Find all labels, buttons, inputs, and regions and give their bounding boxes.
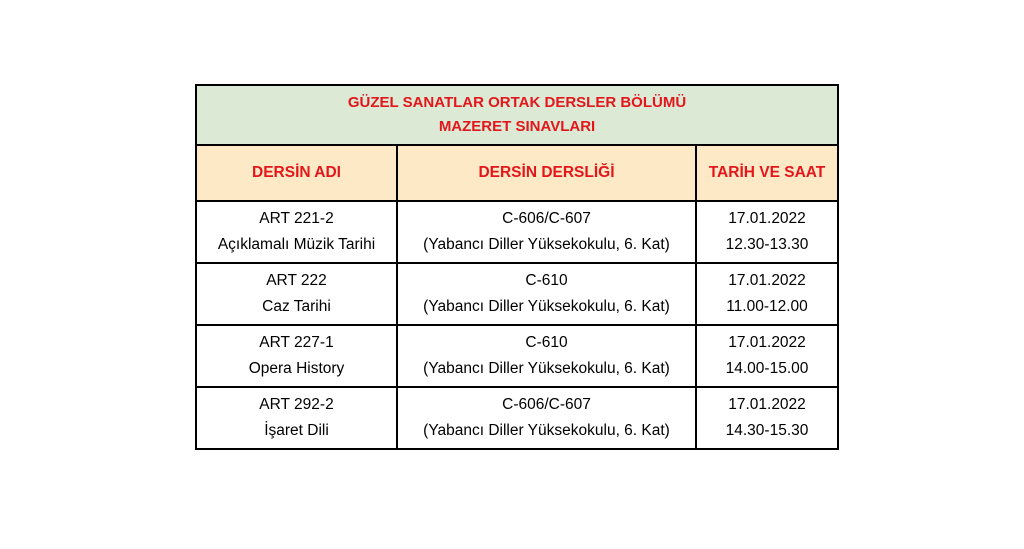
- course-name: Açıklamalı Müzik Tarihi: [217, 236, 376, 253]
- table-row: [196, 201, 838, 263]
- column-header-classroom: DERSİN DERSLİĞİ: [397, 145, 696, 201]
- exam-time: 14.30-15.30: [725, 422, 809, 439]
- title-row: [196, 85, 838, 145]
- exam-time: 12.30-13.30: [725, 236, 809, 253]
- course-cell: [196, 325, 397, 387]
- exam-date: 17.01.2022: [728, 334, 806, 351]
- room-location: (Yabancı Diller Yüksekokulu, 6. Kat): [423, 298, 670, 315]
- date-time-cell: [696, 201, 838, 263]
- course-code: ART 221-2: [259, 210, 334, 227]
- room-number: C-606/C-607: [502, 396, 591, 413]
- exam-time: 14.00-15.00: [725, 360, 809, 377]
- room-number: C-610: [525, 272, 568, 289]
- classroom-cell: [397, 325, 696, 387]
- date-time-cell: [696, 263, 838, 325]
- classroom-cell: [397, 263, 696, 325]
- date-time-cell: [696, 387, 838, 449]
- course-code: ART 292-2: [259, 396, 334, 413]
- date-time-cell: [696, 325, 838, 387]
- course-name: Caz Tarihi: [262, 298, 331, 315]
- course-name: Opera History: [248, 360, 345, 377]
- room-location: (Yabancı Diller Yüksekokulu, 6. Kat): [423, 236, 670, 253]
- course-code: ART 222: [266, 272, 327, 289]
- exam-date: 17.01.2022: [728, 396, 806, 413]
- exam-time: 11.00-12.00: [726, 298, 808, 315]
- classroom-cell: [397, 201, 696, 263]
- table-row: [196, 325, 838, 387]
- table-row: [196, 263, 838, 325]
- column-header-course-name: DERSİN ADI: [196, 145, 397, 201]
- table-row: [196, 387, 838, 449]
- table-title: [196, 85, 838, 145]
- course-cell: [196, 387, 397, 449]
- room-number: C-610: [525, 334, 568, 351]
- course-name: İşaret Dili: [264, 422, 329, 439]
- room-number: C-606/C-607: [502, 210, 591, 227]
- column-header-date-time: TARİH VE SAAT: [696, 145, 838, 201]
- course-code: ART 227-1: [259, 334, 334, 351]
- course-cell: [196, 201, 397, 263]
- exam-date: 17.01.2022: [728, 210, 806, 227]
- exam-schedule-table: [195, 84, 839, 450]
- room-location: (Yabancı Diller Yüksekokulu, 6. Kat): [423, 422, 670, 439]
- course-cell: [196, 263, 397, 325]
- room-location: (Yabancı Diller Yüksekokulu, 6. Kat): [423, 360, 670, 377]
- header-row: [196, 145, 838, 201]
- classroom-cell: [397, 387, 696, 449]
- title-line-2: MAZERET SINAVLARI: [438, 118, 596, 135]
- title-line-1: GÜZEL SANATLAR ORTAK DERSLER BÖLÜMÜ: [347, 94, 687, 111]
- exam-date: 17.01.2022: [728, 272, 806, 289]
